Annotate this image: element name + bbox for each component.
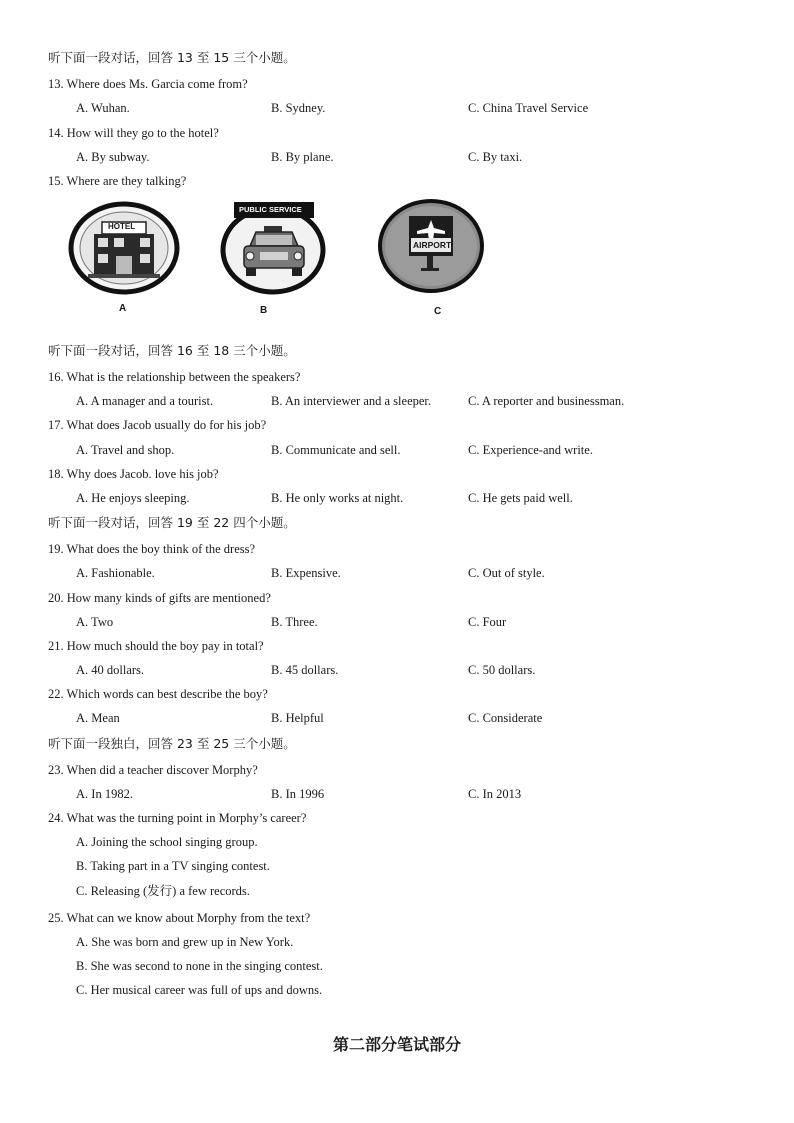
question-stem: 22. Which words can best describe the boy? xyxy=(48,687,268,701)
option-b: B. Taking part in a TV singing contest. xyxy=(76,859,270,873)
question-stem: 16. What is the relationship between the speakers? xyxy=(48,370,301,384)
taxi-sign: PUBLIC SERVICE xyxy=(239,205,302,214)
option-a: A. By subway. xyxy=(76,150,150,164)
option-c: C. Releasing (发行) a few records. xyxy=(76,884,250,898)
option-b: B. Communicate and sell. xyxy=(271,443,401,457)
option-a: A. He enjoys sleeping. xyxy=(76,491,190,505)
section-instruction: 听下面一段对话，回答 19 至 22 四个小题。 xyxy=(48,515,296,530)
option-c: C. Her musical career was full of ups and downs. xyxy=(76,983,323,997)
option-a: A. Joining the school singing group. xyxy=(76,835,258,849)
option-a: A. Travel and shop. xyxy=(76,443,175,457)
option-a: A. Mean xyxy=(76,711,120,725)
option-b: B. She was second to none in the singing contest. xyxy=(76,959,323,973)
option-b: B. He only works at night. xyxy=(271,491,404,505)
option-c: C. In 2013 xyxy=(468,787,522,801)
option-c: C. He gets paid well. xyxy=(468,491,573,505)
taxi-icon xyxy=(220,200,328,296)
picture-option-b xyxy=(220,200,328,296)
option-a: A. Wuhan. xyxy=(76,101,130,115)
picture-option-a xyxy=(68,200,180,296)
question-stem: 14. How will they go to the hotel? xyxy=(48,126,219,140)
question-stem: 24. What was the turning point in Morphy’s career? xyxy=(48,811,307,825)
option-c: C. By taxi. xyxy=(468,150,523,164)
option-c: C. Four xyxy=(468,615,507,629)
option-b: B. An interviewer and a sleeper. xyxy=(271,394,432,408)
option-b: B. Expensive. xyxy=(271,566,341,580)
option-a: A. In 1982. xyxy=(76,787,133,801)
question-stem: 15. Where are they talking? xyxy=(48,174,187,188)
question-stem: 20. How many kinds of gifts are mentioned? xyxy=(48,591,271,605)
option-c: C. Out of style. xyxy=(468,566,545,580)
question-stem: 18. Why does Jacob. love his job? xyxy=(48,467,219,481)
picture-option-c xyxy=(377,198,485,296)
question-stem: 25. What can we know about Morphy from the text? xyxy=(48,911,311,925)
section-instruction: 听下面一段独白，回答 23 至 25 三个小题。 xyxy=(48,736,296,751)
option-b: B. By plane. xyxy=(271,150,334,164)
section-instruction: 听下面一段对话，回答 13 至 15 三个小题。 xyxy=(48,50,296,65)
option-b: B. Three. xyxy=(271,615,318,629)
hotel-sign: HOTEL xyxy=(108,222,136,231)
airport-sign: AIRPORT xyxy=(413,240,452,250)
question-stem: 13. Where does Ms. Garcia come from? xyxy=(48,77,248,91)
option-a: A. Two xyxy=(76,615,114,629)
part-title: 第二部分笔试部分 xyxy=(332,1035,461,1054)
option-c: C. Considerate xyxy=(468,711,543,725)
option-b: B. In 1996 xyxy=(271,787,325,801)
option-c: C. Experience-and write. xyxy=(468,443,593,457)
hotel-icon xyxy=(68,200,180,296)
option-c: C. A reporter and businessman. xyxy=(468,394,625,408)
option-c: C. 50 dollars. xyxy=(468,663,536,677)
picture-label-b: B xyxy=(260,305,268,316)
question-stem: 19. What does the boy think of the dress? xyxy=(48,542,256,556)
question-stem: 23. When did a teacher discover Morphy? xyxy=(48,763,258,777)
option-a: A. She was born and grew up in New York. xyxy=(76,935,294,949)
question-stem: 17. What does Jacob usually do for his job? xyxy=(48,418,267,432)
picture-label-a: A xyxy=(119,303,127,314)
option-a: A. A manager and a tourist. xyxy=(76,394,214,408)
option-b: B. 45 dollars. xyxy=(271,663,339,677)
option-b: B. Sydney. xyxy=(271,101,326,115)
option-b: B. Helpful xyxy=(271,711,324,725)
option-a: A. 40 dollars. xyxy=(76,663,145,677)
option-c: C. China Travel Service xyxy=(468,101,589,115)
question-stem: 21. How much should the boy pay in total? xyxy=(48,639,264,653)
picture-label-c: C xyxy=(434,306,442,317)
option-a: A. Fashionable. xyxy=(76,566,155,580)
section-instruction: 听下面一段对话，回答 16 至 18 三个小题。 xyxy=(48,343,296,358)
